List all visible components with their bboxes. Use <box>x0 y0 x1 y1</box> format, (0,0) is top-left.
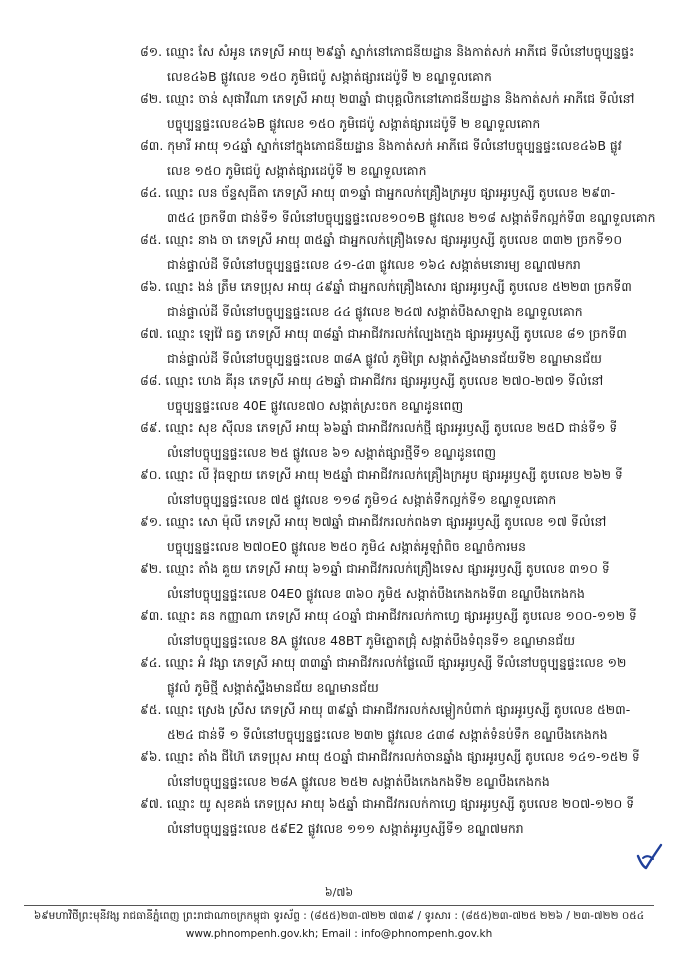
entry-line-1: ៨៩. ឈ្មោះ សុខ ស៊ីលន ភេទស្រី អាយុ ៦៦ឆ្នាំ ជាអាជីវករលក់ថ្មី ផ្សារអូរឫស្សី តូបលេខ ២៥D ជាន់ទី១ ទី <box>140 420 618 435</box>
entry-line-2: លេខ ១៥០ ភូមិជេប៉ូ សង្កាត់ផ្សារដេប៉ូទី ២ ខណ្ឌទួលគោក <box>167 163 427 178</box>
entry-line-2: លំនៅបច្ចុប្បន្នផ្ទះលេខ ២៥ ផ្លូវលេខ ៦១ សង្កាត់ផ្សារថ្មីទី១ ខណ្ឌដូនពេញ <box>167 445 497 460</box>
entry-line-1: ៨១. ឈ្មោះ សែ សំអូន ភេទស្រី អាយុ ២៩ឆ្នាំ ស្នាក់នៅភោជនីយដ្ឋាន និងកាត់សក់ អាភីជេ ទីលំនៅបច្ចុប្បន្នផ្ទះ <box>140 44 635 59</box>
entry-line-1: ៨៤. ឈ្មោះ លន ច័ន្ទសុធីតា ភេទស្រី អាយុ ៣១ឆ្នាំ ជាអ្នកលក់គ្រឿងក្រអូប ផ្សារអូរឫស្សី តូបលេខ ២៩៣- <box>140 185 616 200</box>
entry-line-2: បច្ចុប្បន្នផ្ទះលេខ៤៦B ផ្លូវលេខ ១៥០ ភូមិជេប៉ូ សង្កាត់ផ្សារដេប៉ូទី ២ ខណ្ឌទួលគោក <box>167 116 541 131</box>
entry-line-1: ៩៦. ឈ្មោះ តាំង ជីហ៊ៃ ភេទប្រុស អាយុ ៥០ឆ្នាំ ជាអាជីវករលក់ចានឆ្នាំង ផ្សារអូរឫស្សី តូបលេខ ១៤១-១៥២ ទី <box>140 749 640 764</box>
footer-website-link[interactable]: www.phnompenh.gov.kh <box>185 928 315 940</box>
entry-line-2: បច្ចុប្បន្នផ្ទះលេខ ២៧០E0 ផ្លូវលេខ ២៥០ ភូមិ៤ សង្កាត់អូឡាំពិច ខណ្ឌចំការមន <box>167 539 527 554</box>
entry-line-2: លំនៅបច្ចុប្បន្នផ្ទះលេខ ៥៩E2 ផ្លូវលេខ ១១១ សង្កាត់អូរឫស្សីទី១ ខណ្ឌ៧មករា <box>167 821 524 836</box>
footer-contact: www.phnompenh.gov.kh; Email : info@phnompenh.gov.kh <box>185 928 493 940</box>
entry-line-1: ៩៥. ឈ្មោះ ស្រេង ស្រីស ភេទស្រី អាយុ ៣៩ឆ្នាំ ជាអាជីវករលក់សម្លៀកបំពាក់ ផ្សារអូរឫស្សី តូបលេខ ៥២៣- <box>140 702 631 717</box>
entry-line-2: លេខ៤៦B ផ្លូវលេខ ១៥០ ភូមិជេប៉ូ សង្កាត់ផ្សារដេប៉ូទី ២ ខណ្ឌទួលគោក <box>167 69 492 84</box>
entry-line-2: ជាន់ផ្ទាល់ដី ទីលំនៅបច្ចុប្បន្នផ្ទះលេខ ៤១-៤៣ ផ្លូវលេខ ១៦៤ សង្កាត់មនោរម្យ ខណ្ឌ៧មករា <box>167 257 581 272</box>
footer-divider <box>24 905 654 906</box>
footer-email-label: Email : <box>321 928 358 940</box>
entry-line-2: លំនៅបច្ចុប្បន្នផ្ទះលេខ ២៨A ផ្លូវលេខ ២៥២ សង្កាត់បឹងកេងកងទី២ ខណ្ឌបឹងកេងកង <box>167 774 550 789</box>
entry-line-1: ៨៦. ឈ្មោះ ងន់ ត្រឹម ភេទប្រុស អាយុ ៤៩ឆ្នាំ ជាអ្នកលក់គ្រឿងសោរ ផ្សារអូរឫស្សី តូបលេខ ៥២២៣ ច្រកទី៣ <box>140 279 632 294</box>
entry-line-1: ៩០. ឈ្មោះ លី វ៉ុធឡាយ ភេទស្រី អាយុ ២៥ឆ្នាំ ជាអាជីវករលក់គ្រឿងក្រអូប ផ្សារអូរឫស្សី តូបលេខ ២៦២ ទី <box>140 467 623 482</box>
entry-line-2: លំនៅបច្ចុប្បន្នផ្ទះលេខ 04E0 ផ្លូវលេខ ៣៦០ ភូមិ៥ សង្កាត់បឹងកេងកងទី៣ ខណ្ឌបឹងកេងកង <box>167 586 585 601</box>
entry-line-1: ៨៣. កុមារី អាយុ ១៤ឆ្នាំ ស្នាក់នៅក្នុងភោជនីយដ្ឋាន និងកាត់សក់ អាភីជេ ទីលំនៅបច្ចុប្បន្នផ្ទះលេខ៤៦B ផ្លូវ <box>140 138 622 153</box>
entry-line-1: ៩៣. ឈ្មោះ គន កញ្ញាណា ភេទស្រី អាយុ ៤០ឆ្នាំ ជាអាជីវករលក់កាហ្វេ ផ្សារអូរឫស្សី តូបលេខ ១០០-១១២ ទី <box>140 608 637 623</box>
footer-address: ៦៩មហាវិថីព្រះមុនីវង្ស រាជធានីភ្នំពេញ ព្រះរាជាណាចក្រកម្ពុជា ទូរស័ព្ទ : (៨៥៥)២៣-៧២២ ៧៣៩ / ទូរសារ : (៨៥៥)២៣-៧២៥ ២២៦ / ២៣-៧២២ ០៥៤ <box>33 910 645 922</box>
entry-line-1: ៨៨. ឈ្មោះ ហេង គីរុន ភេទស្រី អាយុ ៤២ឆ្នាំ ជាអាជីវករ ផ្សារអូរឫស្សី តូបលេខ ២៧០-២៧១ ទីលំនៅ <box>140 373 604 388</box>
entry-line-2: លំនៅបច្ចុប្បន្នផ្ទះលេខ 8A ផ្លូវលេខ 48BT ភូមិត្នោតជ្រុំ សង្កាត់បឹងទំពុនទី១ ខណ្ឌមានជ័យ <box>167 633 576 648</box>
entry-line-1: ៩៤. ឈ្មោះ អំ វង្សា ភេទស្រី អាយុ ៣៣ឆ្នាំ ជាអាជីវករលក់ផ្លែឈើ ផ្សារអូរឫស្សី ទីលំនៅបច្ចុប្បន្នផ្ទះលេខ ១២ <box>140 655 627 670</box>
entry-line-1: ៨២. ឈ្មោះ ចាន់ សុផាវីណា ភេទស្រី អាយុ ២៣ឆ្នាំ ជាបុគ្គលិកនៅភោជនីយដ្ឋាន និងកាត់សក់ អាភីជេ ទីលំនៅ <box>140 91 635 106</box>
entry-line-2: ៥២៤ ជាន់ទី ១ ទីលំនៅបច្ចុប្បន្នផ្ទះលេខ ២៣២ ផ្លូវលេខ ៤៣៨ សង្កាត់ទំនប់ទឹក ខណ្ឌបឹងកេងកង <box>167 727 608 742</box>
entry-line-2: លំនៅបច្ចុប្បន្នផ្ទះលេខ ៧៥ ផ្លូវលេខ ១១៨ ភូមិ១៤ សង្កាត់ទឹកល្អក់ទី១ ខណ្ឌទួលគោក <box>167 492 557 507</box>
entry-line-1: ៩២. ឈ្មោះ តាំង គួយ ភេទស្រី អាយុ ៦១ឆ្នាំ ជាអាជីវករលក់គ្រឿងទេស ផ្សារអូរឫស្សី តូបលេខ ៣១០ ទី <box>140 561 610 576</box>
entry-line-1: ៨៧. ឈ្មោះ ឡេវ៉ៃ ធត្វ ភេទស្រី អាយុ ៣៨ឆ្នាំ ជាអាជីវករលក់ល្បែងក្មេង ផ្សារអូរឫស្សី តូបលេខ ៨១ ច្រកទី៣ <box>140 326 627 341</box>
entry-line-2: បច្ចុប្បន្នផ្ទះលេខ 40E ផ្លូវលេខ៧០ សង្កាត់ស្រះចក ខណ្ឌដូនពេញ <box>167 398 464 413</box>
entry-line-2: ជាន់ផ្ទាល់ដី ទីលំនៅបច្ចុប្បន្នផ្ទះលេខ ៣៨A ផ្លូវលំ ភូមិព្រៃ សង្កាត់ស្ទឹងមានជ័យទី២ ខណ្ឌមានជ័យ <box>167 351 602 366</box>
entry-line-1: ៩១. ឈ្មោះ សោ ម៉ុលី ភេទស្រី អាយុ ២៧ឆ្នាំ ជាអាជីវករលក់ពងទា ផ្សារអូរឫស្សី តូបលេខ ១៧ ទីលំនៅ <box>140 514 607 529</box>
entry-line-1: ៩៧. ឈ្មោះ យូ សុខគង់ ភេទប្រុស អាយុ ៦៥ឆ្នាំ ជាអាជីវករលក់កាហ្វេ ផ្សារអូរឫស្សី តូបលេខ ២០៧-១២០ ទី <box>140 796 635 811</box>
page-number: ៦/៧៦ <box>324 886 354 899</box>
footer-email-link[interactable]: info@phnompenh.gov.kh <box>361 928 493 940</box>
entry-line-2: ៣៥៤ ច្រកទី៣ ជាន់ទី១ ទីលំនៅបច្ចុប្បន្នផ្ទះលេខ១០១B ផ្លូវលេខ ២១៨ សង្កាត់ទឹកល្អក់ទី៣ ខណ្ឌទួលគោក <box>167 210 656 225</box>
entry-line-1: ៨៥. ឈ្មោះ នាង ចា ភេទស្រី អាយុ ៣៥ឆ្នាំ ជាអ្នកលក់គ្រឿងទេស ផ្សារអូរឫស្សី តូបលេខ ៣៣២ ច្រកទី១០ <box>140 232 623 247</box>
handwritten-check-icon <box>634 842 664 872</box>
entry-line-2: ជាន់ផ្ទាល់ដី ទីលំនៅបច្ចុប្បន្នផ្ទះលេខ ៤៤ ផ្លូវលេខ ២៤៧ សង្កាត់បឹងសាឡាង ខណ្ឌទួលគោក <box>167 304 583 319</box>
entry-line-2: ផ្លូវលំ ភូមិថ្មី សង្កាត់ស្ទឹងមានជ័យ ខណ្ឌមានជ័យ <box>167 680 379 695</box>
